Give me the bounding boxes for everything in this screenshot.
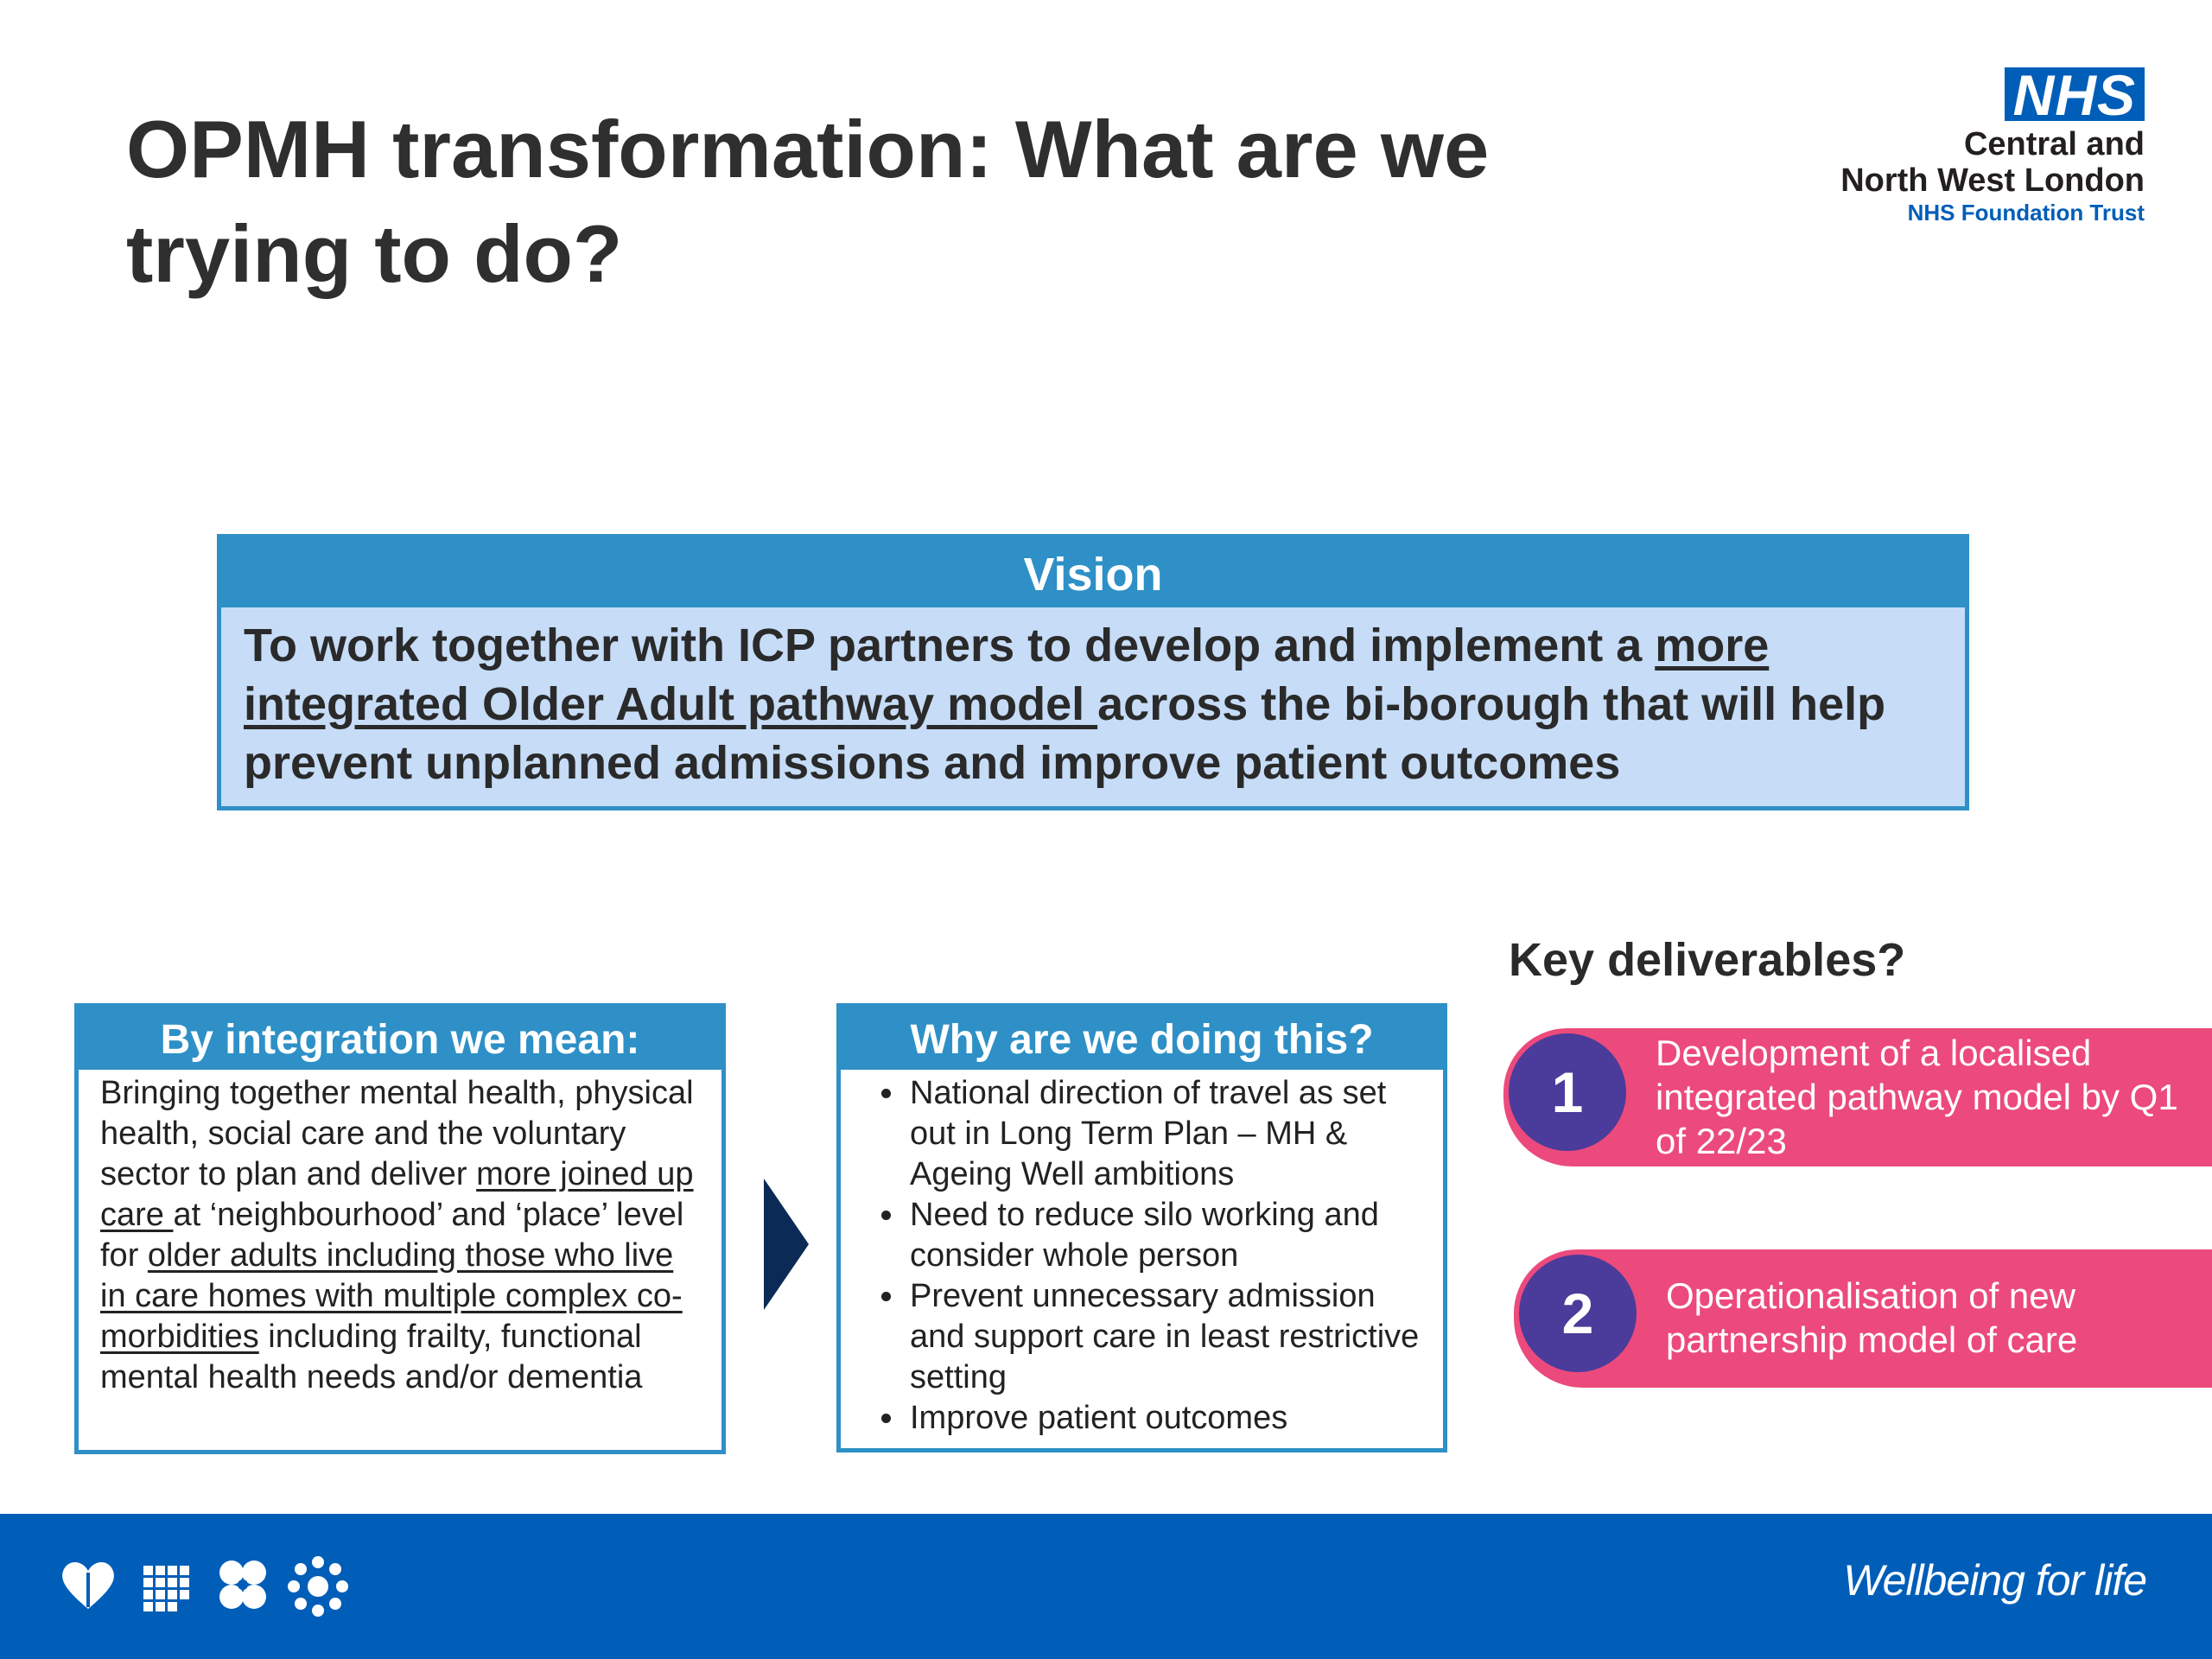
footer-tagline: Wellbeing for life <box>1843 1556 2146 1605</box>
why-bullet-list <box>841 1070 1443 1439</box>
integration-emphasis-2: older adults including those who live in care homes with multiple complex co-morbidities <box>100 1237 683 1355</box>
integration-text-2: at ‘neighbourhood’ and ‘place’ level for <box>100 1197 684 1274</box>
integration-box <box>74 1003 726 1454</box>
vision-text-start: To work together with ICP partners to develop and implement a <box>244 620 1656 671</box>
vision-box <box>217 534 1969 810</box>
nhs-badge: NHS <box>2005 67 2145 121</box>
vision-text-emphasis: more integrated Older Adult pathway model <box>244 620 1770 730</box>
flower-icon <box>219 1560 266 1609</box>
integration-emphasis-1: more joined up care <box>100 1156 694 1233</box>
deliverable-item <box>1514 1249 2212 1388</box>
grid-dots-icon <box>143 1566 189 1611</box>
nhs-logo <box>1782 63 2145 226</box>
logo-trust: NHS Foundation Trust <box>1907 200 2145 226</box>
integration-text <box>79 1070 721 1398</box>
deliverables-heading: Key deliverables? <box>1509 934 1906 986</box>
heart-icon <box>62 1562 114 1609</box>
list-item: • Need to reduce silo working and consider whole person <box>906 1195 1431 1276</box>
deliverable-item <box>1503 1028 2212 1166</box>
vision-text-end: across the bi-borough that will help prevent unplanned admissions and improve patient outcomes <box>244 678 1886 789</box>
integration-heading: By integration we mean: <box>79 1007 721 1070</box>
deliverable-text: Development of a localised integrated pathway model by Q1 of 22/23 <box>1656 1033 2178 1161</box>
slide-title: OPMH transformation: What are we trying to do? <box>126 104 1490 299</box>
logo-line-2: North West London <box>1840 162 2145 199</box>
footer-icons <box>57 1555 351 1618</box>
integration-text-1: Bringing together mental health, physical health, social care and the voluntary sector to plan and deliver <box>100 1075 694 1192</box>
deliverable-number: 1 <box>1503 1028 1631 1156</box>
list-item: • Improve patient outcomes <box>906 1398 1431 1439</box>
integration-text-3: including frailty, functional mental health needs and/or dementia <box>100 1319 643 1395</box>
logo-line-1: Central and <box>1963 126 2145 162</box>
footer-bar <box>0 1514 2212 1659</box>
why-heading: Why are we doing this? <box>841 1007 1443 1070</box>
dotted-ring-icon <box>288 1556 348 1617</box>
vision-statement <box>221 607 1965 806</box>
list-item: • National direction of travel as set out in Long Term Plan – MH & Ageing Well ambitions <box>906 1073 1431 1195</box>
vision-heading: Vision <box>1023 549 1163 601</box>
deliverable-number: 2 <box>1514 1249 1642 1377</box>
list-item: • Prevent unnecessary admission and support care in least restrictive setting <box>906 1276 1431 1398</box>
chevron-right-icon <box>760 1177 810 1312</box>
deliverable-text: Operationalisation of new partnership model of care <box>1666 1275 2078 1360</box>
why-box <box>836 1003 1447 1452</box>
